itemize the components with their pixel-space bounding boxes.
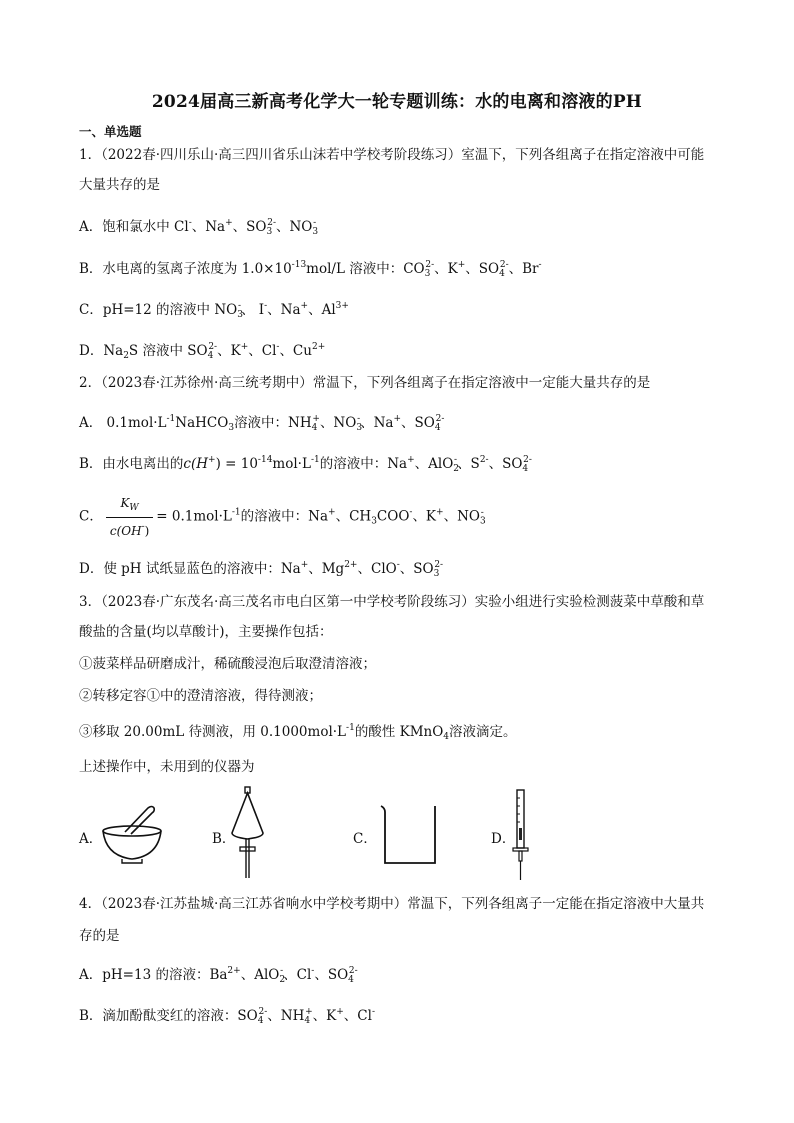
- q1-option-c: C．pH=12 的溶液中 $NO_3^-$、 I-、Na+、$Al^{3+}$: [79, 301, 349, 320]
- q1-option-a: A．饱和氯水中 Cl-、Na+、$SO_3^{2-}$、$NO_3^-$: [79, 218, 319, 237]
- q2-option-b: B．由水电离出的$c(H^+) = 10^{-14}mol\cdot L^{-1}$的溶液中：Na+、AlO$_2$-、$S^{2-}$、$SO_4^{2-}$: [79, 455, 532, 474]
- separatory-funnel-icon: [228, 785, 268, 883]
- burette-icon: [509, 788, 533, 884]
- q3-option-c-label: C．: [353, 831, 377, 847]
- q2-option-d: D．使 pH 试纸显蓝色的溶液中：Na+、$Mg^{2+}$、ClO-、$SO_3^{2-}$: [79, 560, 444, 579]
- q3-step-3: ③移取 20.00mL 待测液，用 $0.1000mol\cdot L^{-1}$的酸性 KMnO$_4$溶液滴定。: [79, 723, 517, 742]
- q2-option-a: A． $0.1mol\cdot L^{-1}NaHCO_3$溶液中：$NH_4^+$、$NO_3^-$、Na+、$SO_4^{2-}$: [79, 414, 445, 433]
- mortar-and-pestle-icon: [98, 802, 170, 868]
- q3-step-1: ①菠菜样品研磨成汁，稀硫酸浸泡后取澄清溶液；: [79, 656, 376, 672]
- q2-option-c: C． $\frac{K_W}{c(OH^-)}$ = $0.1mol\cdot L^{-1}$的溶液中：Na+、$CH_3COO^-$、K+、$NO_3^-$: [79, 496, 486, 538]
- q3-step-2: ②转移定容①中的澄清溶液，得待测液；: [79, 688, 322, 704]
- q3-stem-line1: 3．（2023春·广东茂名·高三茂名市电白区第一中学校考阶段练习）实验小组进行实验检测菠菜中草酸和草: [79, 594, 705, 610]
- section-heading: 一、单选题: [79, 124, 142, 139]
- q1-option-d: D．$Na_2S$ 溶液中 $SO_4^{2-}$、K+、Cl-、$Cu^{2+}$: [79, 342, 326, 361]
- q4-stem-line2: 存的是: [79, 928, 120, 944]
- q3-option-a-label: A．: [79, 831, 103, 847]
- q4-option-b: B．滴加酚酞变红的溶液：$SO_4^{2-}$、$NH_4^+$、K+、Cl-: [79, 1007, 375, 1026]
- q1-option-b: B．水电离的氢离子浓度为 $1.0\times 10^{-13}mol/L$ 溶液中：$CO_3^{2-}$、K+、$SO_4^{2-}$、Br-: [79, 260, 542, 279]
- q3-stem-line2: 酸盐的含量(均以草酸计)，主要操作包括：: [79, 624, 333, 640]
- q1-stem-line1: 1．（2022春·四川乐山·高三四川省乐山沫若中学校考阶段练习）室温下，下列各组离子在指定溶液中可能: [79, 147, 705, 163]
- q4-stem-line1: 4．（2023春·江苏盐城·高三江苏省响水中学校考期中）常温下，下列各组离子一定能在指定溶液中大量共: [79, 896, 705, 912]
- q4-option-a: A．pH=13 的溶液：$Ba^{2+}$、AlO$_2$-、Cl-、$SO_4^{2-}$: [79, 966, 358, 985]
- q3-option-d-label: D．: [491, 831, 516, 847]
- page-title: 2024届高三新高考化学大一轮专题训练：水的电离和溶液的PH: [151, 92, 643, 112]
- beaker-icon: [378, 803, 440, 867]
- kw-fraction: $\frac{K_W}{c(OH^-)}$: [106, 494, 153, 540]
- q3-option-b-label: B．: [212, 831, 236, 847]
- q2-stem: 2．（2023春·江苏徐州·高三统考期中）常温下，下列各组离子在指定溶液中一定能大量共存的是: [79, 375, 651, 391]
- q3-question: 上述操作中，未用到的仪器为: [79, 759, 255, 775]
- q1-stem-line2: 大量共存的是: [79, 177, 160, 193]
